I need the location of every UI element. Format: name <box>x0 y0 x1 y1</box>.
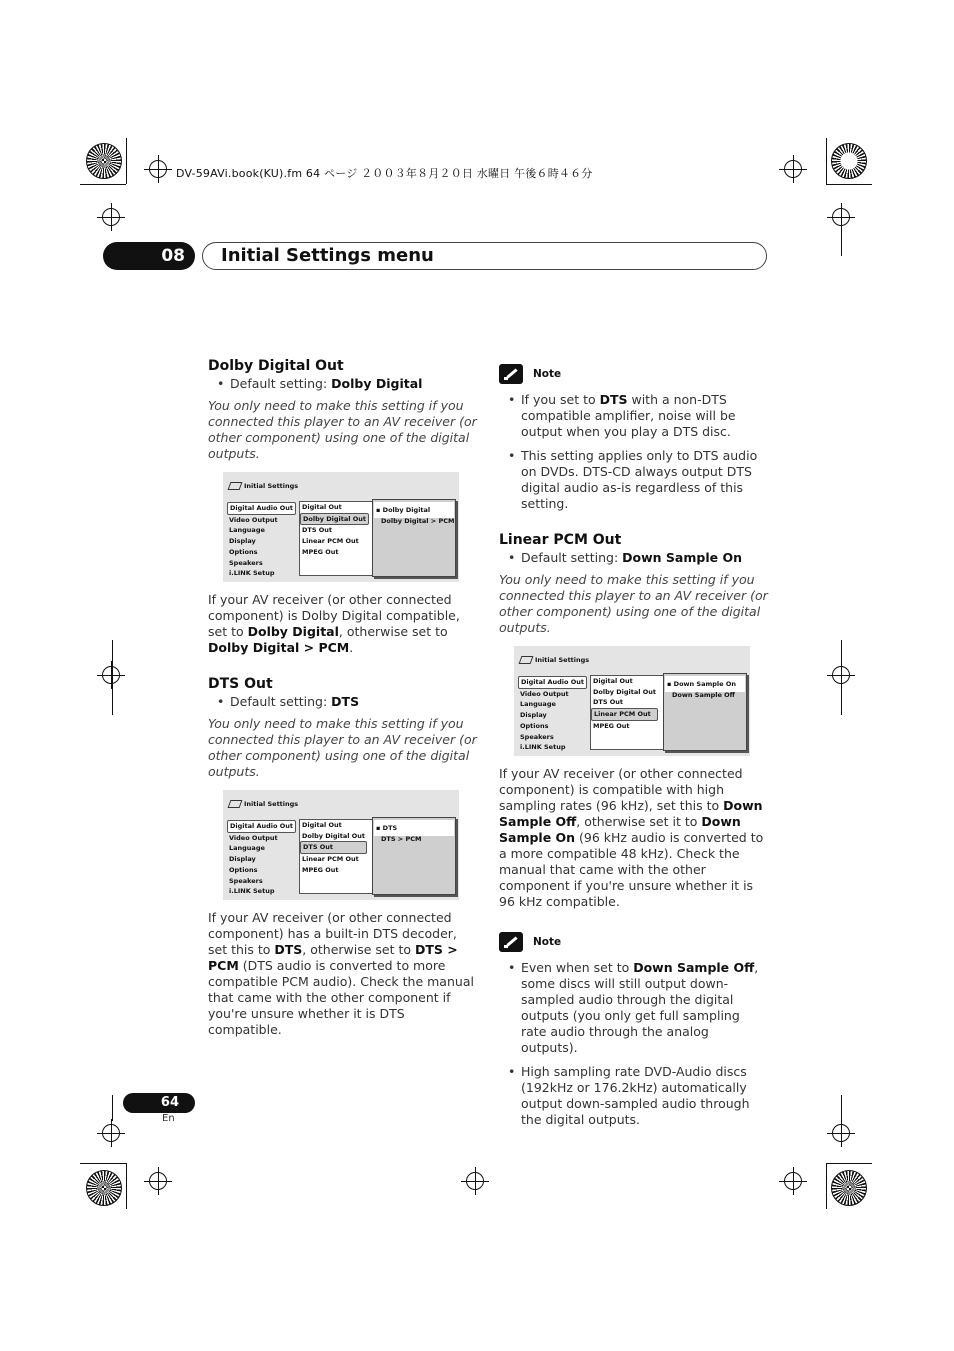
pencil-note-icon <box>499 932 523 952</box>
registration-crosshair-icon <box>149 1172 167 1190</box>
crop-mark <box>126 1163 127 1209</box>
registration-crosshair-icon <box>466 1172 484 1190</box>
screen-option: Down Sample Off <box>672 691 735 699</box>
settings-disc-icon <box>228 482 243 490</box>
registration-starburst-bottom-left <box>86 1170 122 1206</box>
screen-option-selected: ▪ DTS <box>374 820 454 836</box>
note-item: • Even when set to Down Sample Off, some discs will still output down-sampled audio through the digital outputs (you only get full sampling rate audio through the analog outputs). <box>499 960 769 1056</box>
screen-title: Initial Settings <box>520 652 589 668</box>
crop-mark <box>80 1163 126 1164</box>
page-language: En <box>162 1113 175 1124</box>
crop-mark <box>112 1095 113 1121</box>
screen-submenu: Digital Out Dolby Digital Out DTS Out Linear PCM Out MPEG Out <box>302 821 365 874</box>
crop-mark <box>126 138 127 184</box>
screen-title: Initial Settings <box>229 478 298 494</box>
registration-crosshair-icon <box>784 1172 802 1190</box>
screen-option-selected: ▪ Down Sample On <box>665 676 745 692</box>
screen-submenu: Digital Out Dolby Digital Out DTS Out Linear PCM Out MPEG Out <box>593 677 656 730</box>
left-column <box>208 358 478 1038</box>
crop-mark <box>841 1095 842 1121</box>
screen-option: DTS > PCM <box>381 835 422 843</box>
note-item: • This setting applies only to DTS audio on DVDs. DTS-CD always output DTS digital audio as-is regardless of this setting. <box>499 448 769 512</box>
registration-starburst-bottom-right <box>831 1170 867 1206</box>
screen-option: Dolby Digital > PCM <box>381 517 455 525</box>
page-number: 64 <box>123 1093 195 1113</box>
section-heading-dolby: Dolby Digital Out <box>208 358 344 374</box>
crop-mark <box>826 184 872 185</box>
screen-title: Initial Settings <box>229 796 298 812</box>
screen-main-menu: Digital Audio Out Video Output Language Display Options Speakers i.LINK Setup <box>518 676 587 753</box>
screen-mockup-dts <box>223 790 459 900</box>
registration-crosshair-icon <box>832 208 850 226</box>
screen-submenu: Digital Out Dolby Digital Out DTS Out Linear PCM Out MPEG Out <box>300 502 369 558</box>
registration-crosshair-icon <box>832 1124 850 1142</box>
body-dts: If your AV receiver (or other connected component) has a built-in DTS decoder, set this to DTS, otherwise set to DTS > PCM (DTS audio is converted to more compatible PCM audio). Check the manual that came with the other component if you're unsure whether it is DTS compatible. <box>208 910 474 1037</box>
registration-crosshair-icon <box>149 160 167 178</box>
default-setting-dolby: • Default setting: Dolby Digital <box>208 376 478 392</box>
crop-mark <box>841 640 842 715</box>
note-item: • High sampling rate DVD-Audio discs (192kHz or 176.2kHz) automatically output down-sampled audio through the digital outputs. <box>499 1064 769 1128</box>
usage-note-lpcm: You only need to make this setting if you connected this player to an AV receiver (or other component) using one of the digital outputs. <box>499 572 768 635</box>
file-header: DV-59AVi.book(KU).fm 64 ページ ２００３年８月２０日 水曜日 午後６時４６分 <box>176 167 593 180</box>
registration-starburst-top-left <box>86 143 122 179</box>
default-setting-lpcm: • Default setting: Down Sample On <box>499 550 769 566</box>
note-heading: Note <box>499 930 769 954</box>
settings-disc-icon <box>519 656 534 664</box>
crop-mark <box>841 230 842 256</box>
registration-crosshair-icon <box>102 208 120 226</box>
crop-mark <box>826 1163 827 1209</box>
screen-mockup-dolby <box>223 472 459 582</box>
section-heading-lpcm: Linear PCM Out <box>499 532 622 548</box>
crop-mark <box>112 640 113 715</box>
crop-mark <box>80 184 126 185</box>
crop-mark <box>826 138 827 184</box>
chapter-number: 08 <box>103 242 195 270</box>
note-heading: Note <box>499 362 769 386</box>
body-dolby: If your AV receiver (or other connected component) is Dolby Digital compatible, set to Dolby Digital, otherwise set to Dolby Digital > PCM. <box>208 592 460 655</box>
usage-note-dolby: You only need to make this setting if you connected this player to an AV receiver (or other component) using one of the digital outputs. <box>208 398 477 461</box>
default-setting-dts: • Default setting: DTS <box>208 694 478 710</box>
crop-mark <box>826 1163 872 1164</box>
pencil-note-icon <box>499 364 523 384</box>
screen-option-selected: ▪ Dolby Digital <box>374 502 454 518</box>
screen-mockup-lpcm <box>514 646 750 756</box>
screen-main-menu: Digital Audio Out Video Output Language Display Options Speakers i.LINK Setup <box>227 502 296 579</box>
registration-crosshair-icon <box>102 1124 120 1142</box>
body-lpcm: If your AV receiver (or other connected component) is compatible with high sampling rates (96 kHz), set this to Down Sample Off, otherwise set it to Down Sample On (96 kHz audio is converted to a more compatible 48 kHz). Check the manual that came with the other component if you're unsure whether it is 96 kHz compatible. <box>499 766 764 909</box>
section-heading-dts: DTS Out <box>208 676 273 692</box>
registration-starburst-top-right <box>831 143 867 179</box>
note-item: • If you set to DTS with a non-DTS compatible amplifier, noise will be output when you play a DTS disc. <box>499 392 769 440</box>
usage-note-dts: You only need to make this setting if you connected this player to an AV receiver (or other component) using one of the digital outputs. <box>208 716 477 779</box>
right-column <box>499 362 769 1128</box>
screen-main-menu: Digital Audio Out Video Output Language Display Options Speakers i.LINK Setup <box>227 820 296 897</box>
registration-crosshair-icon <box>784 160 802 178</box>
chapter-title: Initial Settings menu <box>202 242 767 270</box>
registration-crosshair-icon <box>102 666 120 684</box>
settings-disc-icon <box>228 800 243 808</box>
